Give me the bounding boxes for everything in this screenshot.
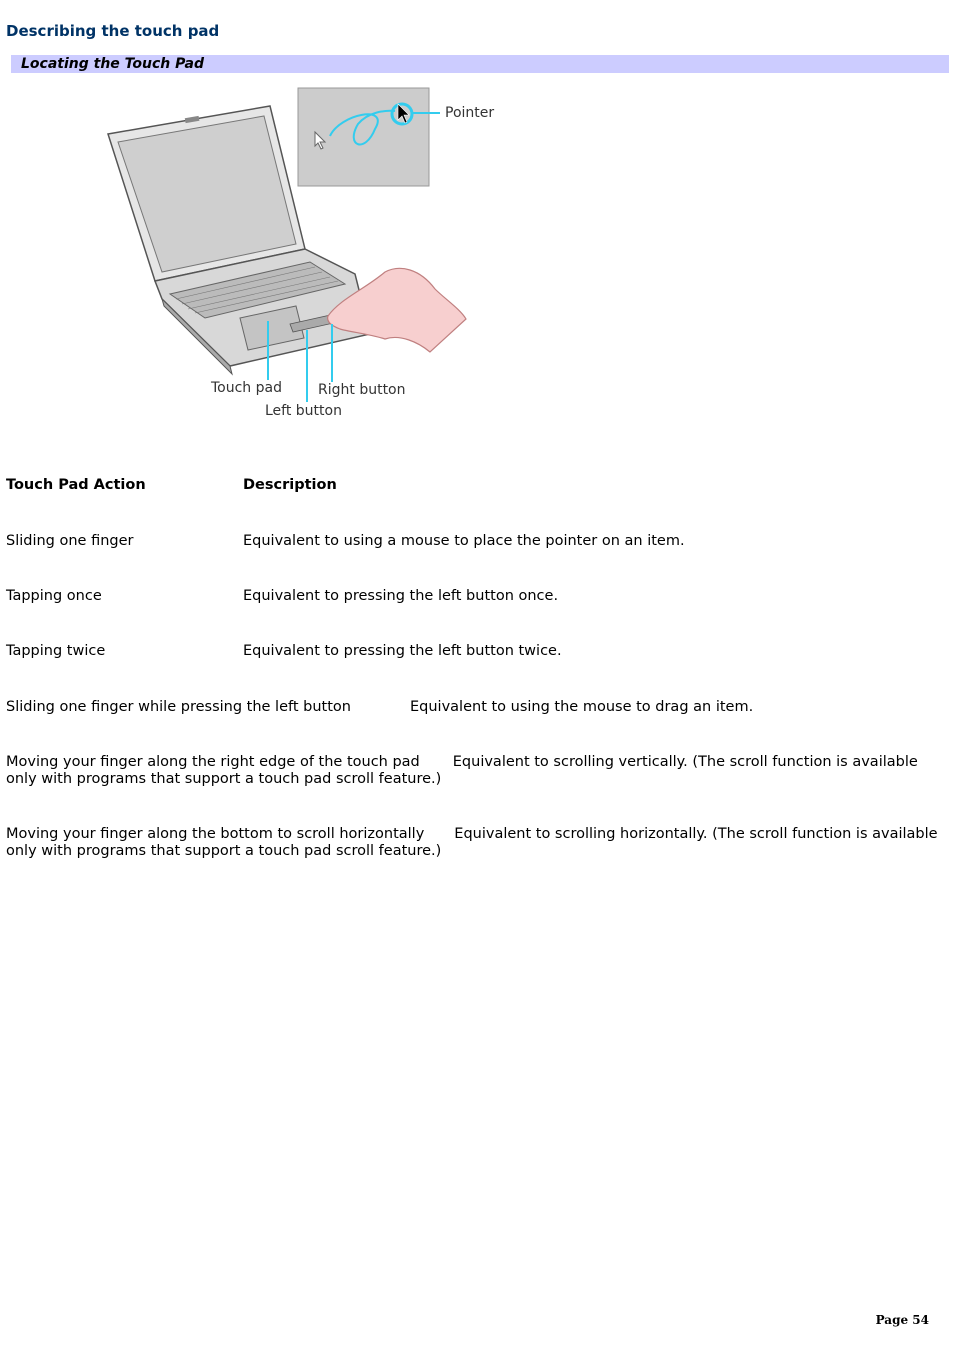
row-action: Moving your finger along the right edge of the touch pad bbox=[6, 754, 420, 770]
page-number: Page 54 bbox=[875, 1313, 929, 1327]
touch-pad-illustration bbox=[100, 84, 520, 424]
row-description: Equivalent to scrolling vertically. (The scroll function is available only with programs that support a touch pad scroll feature.) bbox=[6, 754, 918, 787]
row-description: Equivalent to using a mouse to place the pointer on an item. bbox=[243, 533, 685, 549]
row-description: Equivalent to using the mouse to drag an item. bbox=[410, 699, 754, 715]
row-description: Equivalent to pressing the left button twice. bbox=[243, 643, 562, 659]
pointer-label: Pointer bbox=[445, 105, 495, 121]
right-button-label: Right button bbox=[318, 382, 406, 398]
left-button-label: Left button bbox=[265, 403, 342, 419]
row-description: Equivalent to pressing the left button once. bbox=[243, 588, 559, 604]
row-action: Tapping twice bbox=[6, 643, 106, 659]
touch-pad-label: Touch pad bbox=[211, 380, 282, 396]
row-action: Sliding one finger bbox=[6, 533, 134, 549]
section-header-bar bbox=[11, 55, 949, 73]
header-description: Description bbox=[243, 477, 337, 493]
header-action: Touch Pad Action bbox=[6, 477, 146, 493]
row-action: Tapping once bbox=[6, 588, 102, 604]
section-title: Locating the Touch Pad bbox=[21, 56, 204, 72]
page-title: Describing the touch pad bbox=[6, 22, 220, 40]
row-action: Moving your finger along the bottom to scroll horizontally bbox=[6, 826, 425, 842]
row-action: Sliding one finger while pressing the left button bbox=[6, 699, 351, 715]
table-row-5 bbox=[6, 754, 951, 788]
table-row-6 bbox=[6, 826, 951, 860]
laptop-diagram bbox=[100, 84, 520, 424]
row-description: Equivalent to scrolling horizontally. (The scroll function is available only with programs that support a touch pad scroll feature.) bbox=[6, 826, 938, 859]
